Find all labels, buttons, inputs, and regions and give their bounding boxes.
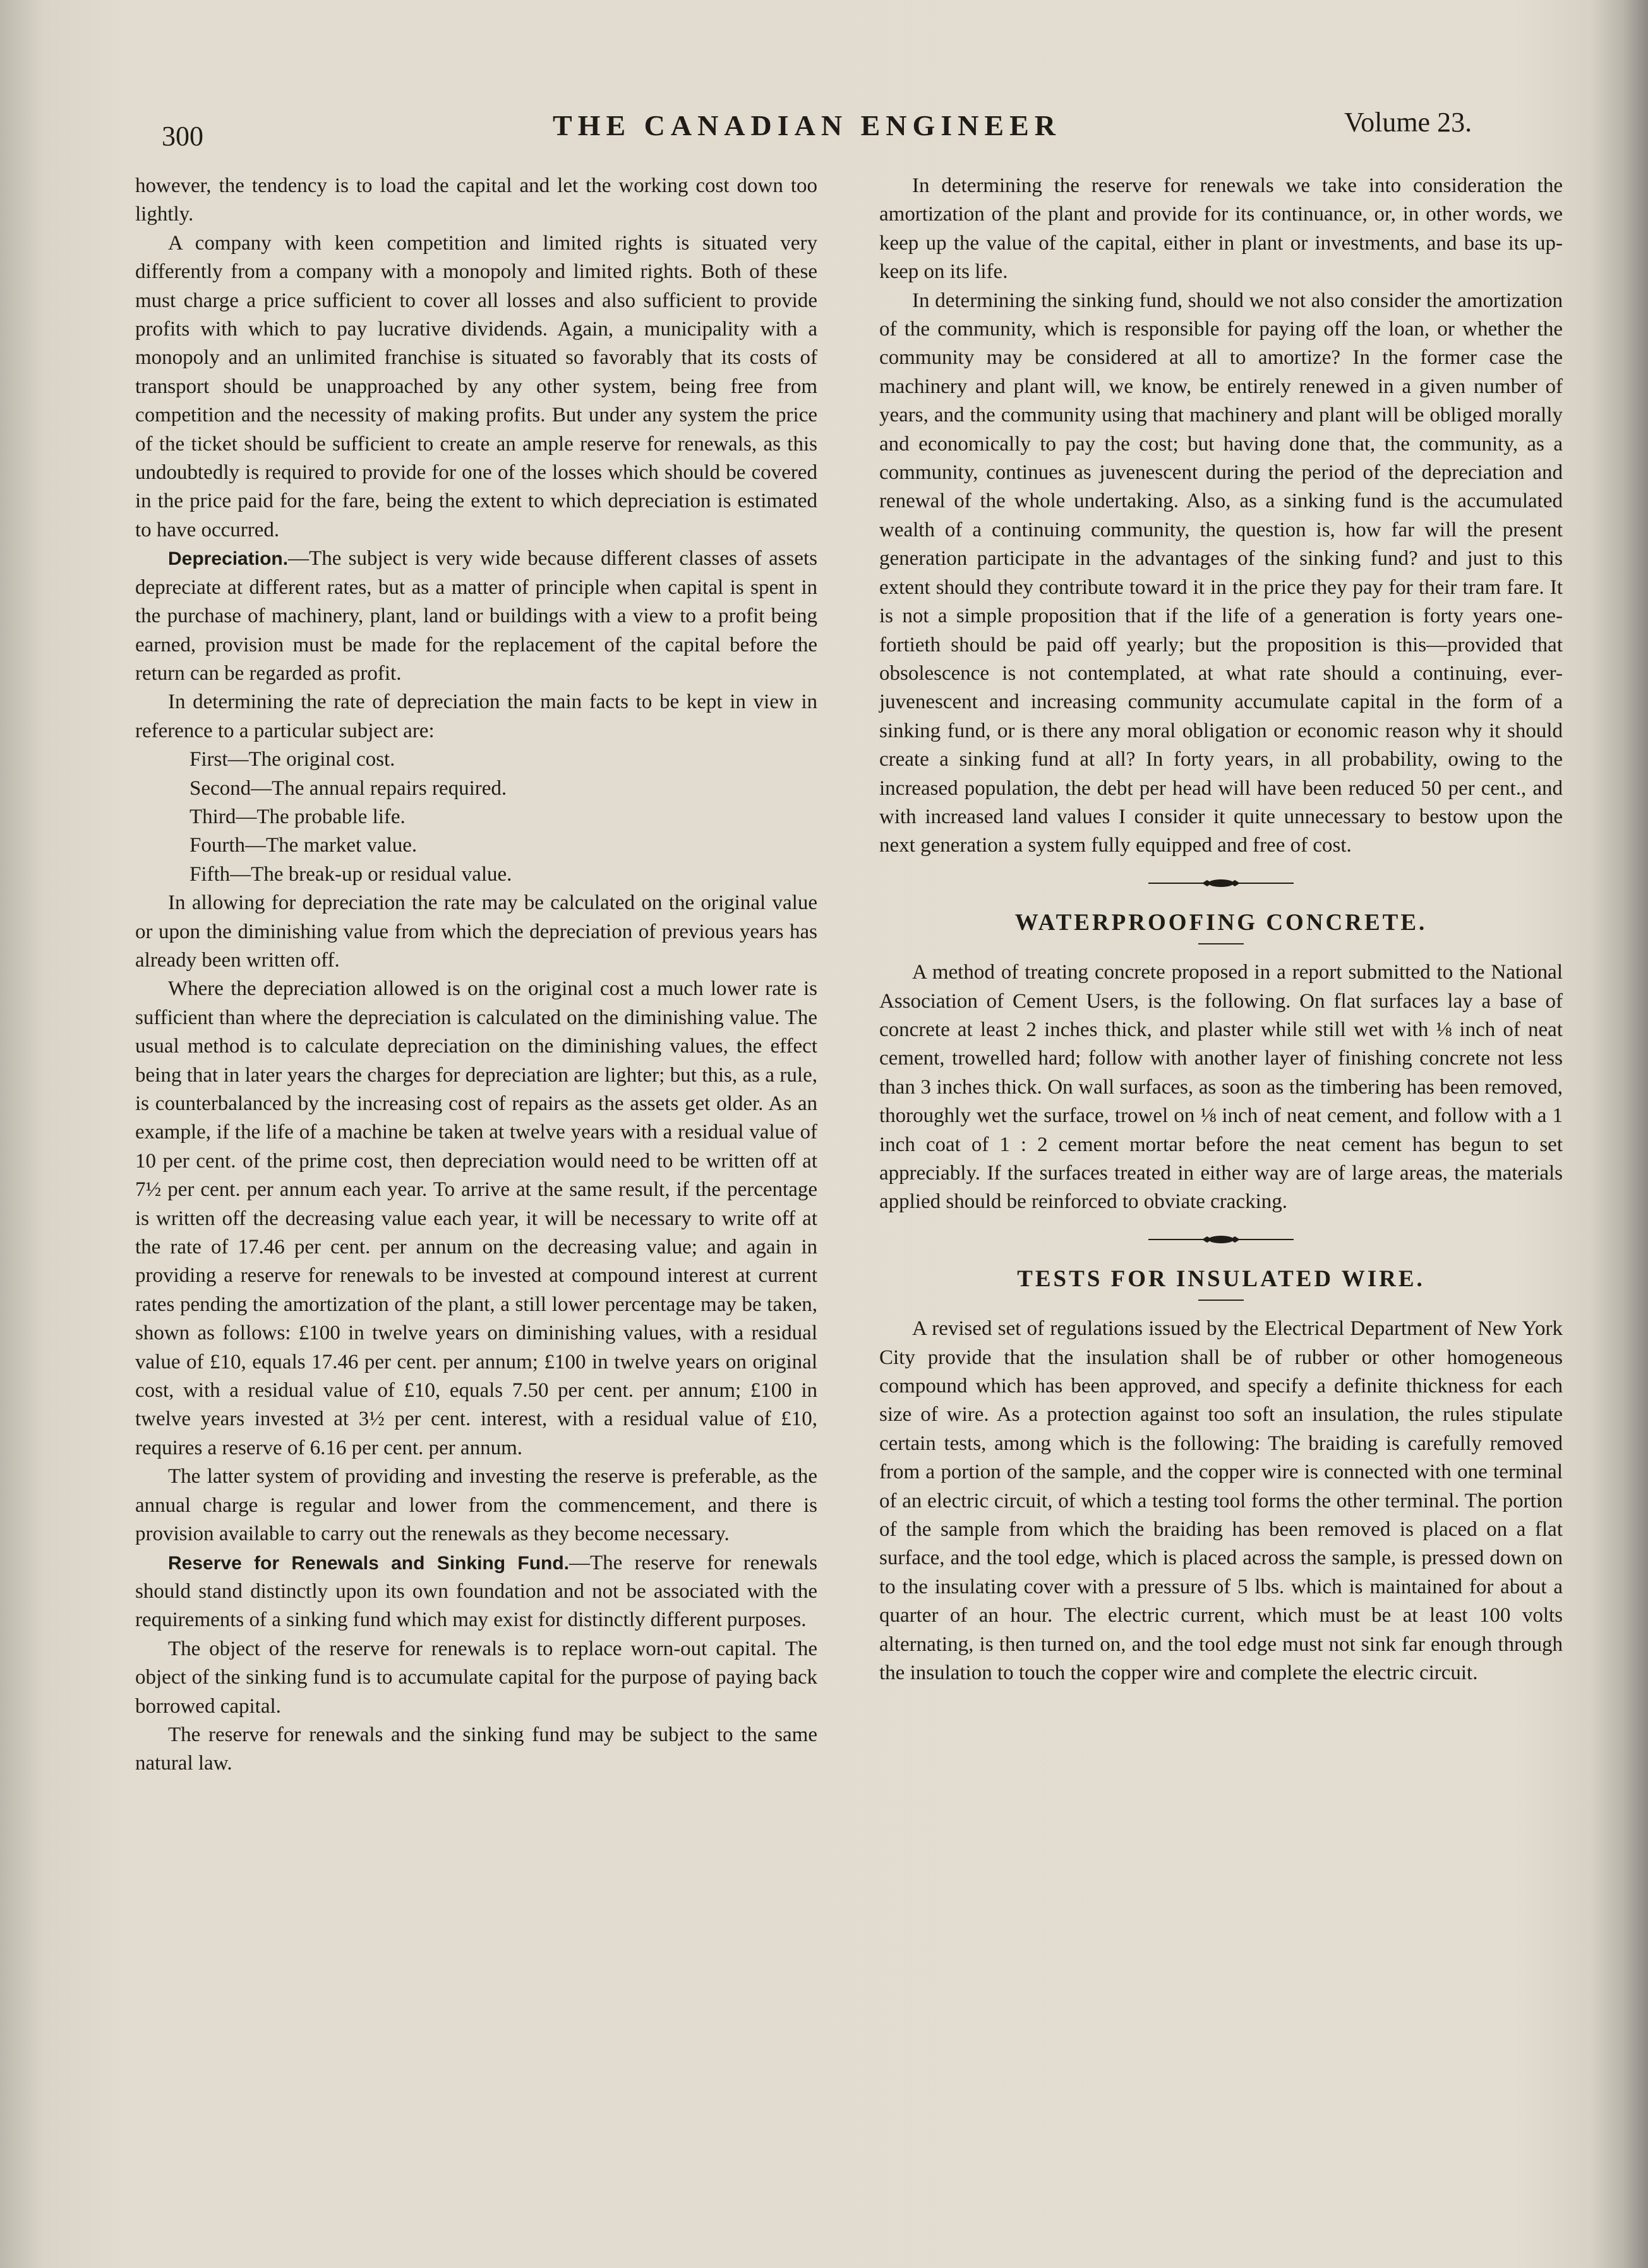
paragraph-body: —The subject is very wide because different classes of assets depreciate at different rates, but as a matter of principle when capital is spent in the purchase of machinery, plant, land or buildings with a view to a profit being earned, provision must be made for the replacement of the capital before the return can be regarded as profit. xyxy=(135,547,817,685)
paragraph: In determining the sinking fund, should we not also consider the amortization of the community, which is responsible for paying off the loan, or whether the community may be considered at all to amortize? In the former case the machinery and plant will, we know, be entirely renewed in a given number of years, and the community using that machinery and plant will be obliged morally and economically to pay the cost; but having done that, the community, as a community, continues as juvenescent during the period of the depreciation and renewal of the whole undertaking. Also, as a sinking fund is the accumulated wealth of a continuing community, the question is, how far will the present generation participate in the advantages of the sinking fund? and just to this extent should they contribute toward it in the price they pay for their tram fare. It is not a simple proposition that if the life of a generation is forty years one-fortieth should be paid off yearly; but the proposition is this—provided that obsolescence is not contemplated, at what rate should a continuing, ever-juvenescent and increasing community accumulate capital in the form of a sinking fund, or is there any moral obligation or economic reason why it should create a sinking fund at all? In forty years, in all probability, owing to the increased population, the debt per head will have been reduced 50 per cent., and with increased land values I consider it quite unnecessary to bestow upon the next generation a system fully equipped and free of cost. xyxy=(879,289,1563,857)
list-item: Fifth—The break-up or residual value. xyxy=(189,862,512,886)
volume-label: Volume 23. xyxy=(1344,107,1472,138)
section-divider-ornament-icon xyxy=(1148,1233,1294,1246)
paragraph: In determining the reserve for renewals we take into consideration the amortization of the plant and provide for its continuance, or, in other words, we keep up the value of the capital, either in plant or investments, and base its up-keep on its life. xyxy=(879,174,1563,284)
paragraph: The latter system of providing and investing the reserve is preferable, as the annual charge is regular and lower from the commencement, and there is provision available to carry out the renewals as they become necessary. xyxy=(135,1465,817,1546)
title-rule xyxy=(1198,943,1244,944)
running-head: THE CANADIAN ENGINEER xyxy=(553,109,1061,142)
title-rule xyxy=(1198,1300,1244,1301)
paragraph xyxy=(135,1549,817,1635)
section-title-wire-tests: TESTS FOR INSULATED WIRE. xyxy=(1017,1265,1425,1292)
paragraph: A method of treating concrete proposed in a report submitted to the National Association of Cement Users, is the following. On flat surfaces lay a base of concrete at least 2 inches thick, and plaster while still wet with ⅛ inch of neat cement, trowelled hard; follow with another layer of finishing concrete not less than 3 inches thick. On wall surfaces, as soon as the timbering has been removed, thoroughly wet the surface, trowel on ⅛ inch of neat cement, and follow with a 1 inch coat of 1 : 2 cement mortar before the neat cement has begun to set appreciably. If the surfaces treated in either way are of large areas, the materials applied should be reinforced to obviate cracking. xyxy=(879,961,1563,1214)
paragraph-body: —The reserve for renewals should stand distinctly upon its own foundation and not be associated with the requirements of a sinking fund which may exist for distinctly different purposes. xyxy=(135,1551,817,1632)
left-column xyxy=(135,172,817,1778)
paragraph: Where the depreciation allowed is on the original cost a much lower rate is sufficient than where the depreciation is calculated on the diminishing value. The usual method is to calculate depreciation on the diminishing values, the effect being that in later years the charges for depreciation are lighter; but this, as a rule, is counterbalanced by the increasing cost of repairs as the assets get older. As an example, if the life of a machine be taken at twelve years with a residual value of 10 per cent. of the prime cost, then depreciation would need to be written off at 7½ per cent. per annum each year. To arrive at the same result, if the percentage is written off the decreasing value each year, it will be necessary to write off at the rate of 17.46 per cent. per annum on the decreasing value; and again in providing a reserve for renewals to be invested at compound interest at current rates pending the amortization of the plant, a still lower percentage may be taken, shown as follows: £100 in twelve years on diminishing values, with a residual value of £10, equals 17.46 per cent. per annum; £100 in twelve years on original cost, with a residual value of £10, equals 7.50 per cent. per annum; £100 in twelve years invested at 3½ per cent. interest, with a residual value of £10, requires a reserve of 6.16 per cent. per annum. xyxy=(135,977,817,1459)
section-divider-ornament-icon xyxy=(1148,877,1294,890)
section-title-waterproofing: WATERPROOFING CONCRETE. xyxy=(1014,909,1428,936)
paragraph: In determining the rate of depreciation the main facts to be kept in view in reference to a particular subject are: xyxy=(135,691,817,742)
paragraph: In allowing for depreciation the rate may be calculated on the original value or upon the diminishing value from which the depreciation of previous years has already been written off. xyxy=(135,891,817,972)
paragraph: A revised set of regulations issued by the Electrical Department of New York City provide that the insulation shall be of rubber or other homogeneous compound which has been approved, and specify a definite thickness for each size of wire. As a protection against too soft an insulation, the rules stipulate certain tests, among which is the following: The braiding is carefully removed from a portion of the sample, and the copper wire is connected with one terminal of an electric circuit, of which a testing tool forms the other terminal. The portion of the sample from which the braiding has been removed is placed on a flat surface, and the tool edge, which is placed across the sample, is pressed down on to the insulating cover with a pressure of 5 lbs. which is maintained for about a quarter of an hour. The electric current, which must be at least 100 volts alternating, is then turned on, and the tool edge must not sink far enough through the insulation to touch the copper wire and complete the electric circuit. xyxy=(879,1317,1563,1685)
facts-list xyxy=(135,745,817,889)
page-number: 300 xyxy=(162,121,203,152)
paragraph: however, the tendency is to load the capital and let the working cost down too lightly. xyxy=(135,174,817,226)
side-heading-reserve: Reserve for Renewals and Sinking Fund. xyxy=(168,1552,569,1574)
list-item: First—The original cost. xyxy=(189,748,395,771)
list-item: Third—The probable life. xyxy=(189,805,406,828)
list-item: Fourth—The market value. xyxy=(189,834,418,857)
paragraph: A company with keen competition and limited rights is situated very differently from a company with a monopoly and limited rights. Both of these must charge a price sufficient to cover all losses and also sufficient to provide profits with which to pay lucrative dividends. Again, a municipality with a monopoly and an unlimited franchise is situated so favorably that its costs of transport should be unapproached by any other system, being free from competition and the necessity of making profits. But under any system the price of the ticket should be sufficient to create an ample reserve for renewals, as this undoubtedly is required to provide for one of the losses which should be covered in the price paid for the fare, being the extent to which depreciation is estimated to have occurred. xyxy=(135,231,817,541)
paragraph xyxy=(135,545,817,688)
paragraph: The reserve for renewals and the sinking fund may be subject to the same natural law. xyxy=(135,1723,817,1775)
list-item: Second—The annual repairs required. xyxy=(189,776,507,800)
right-column xyxy=(879,172,1563,1688)
side-heading-depreciation: Depreciation. xyxy=(168,548,289,570)
paragraph: The object of the reserve for renewals is to replace worn-out capital. The object of the sinking fund is to accumulate capital for the purpose of paying back borrowed capital. xyxy=(135,1637,817,1718)
